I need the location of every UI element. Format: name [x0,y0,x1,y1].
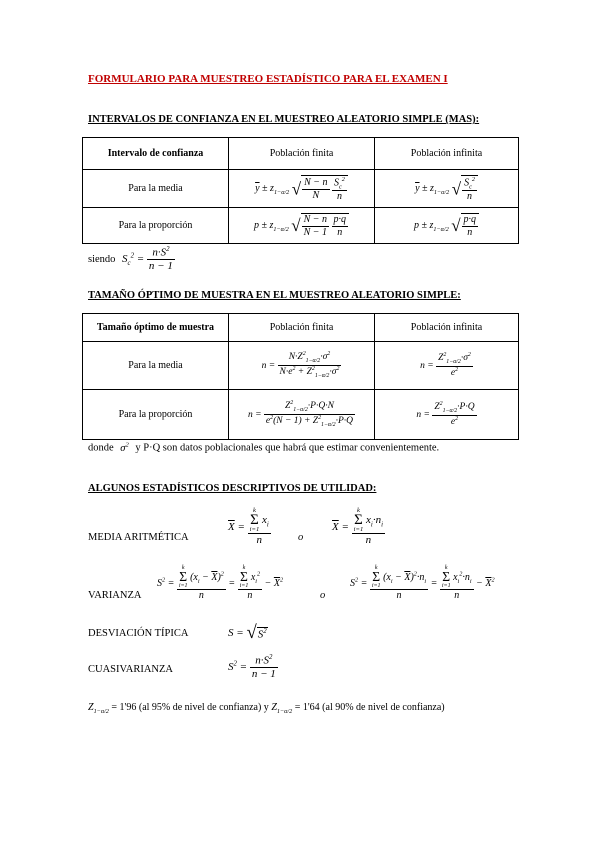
header-interval: Intervalo de confianza [83,138,229,170]
row-label-proportion: Para la proporción [83,208,229,244]
sample-size-note: donde $\sigma^2$ y P·Q son datos poblacionales que habrá que estimar convenientemente. [88,441,440,454]
formula-mean-weighted: $\overline{X}$ = k Σ i=1 $x_i\cdot n_i$ n [332,507,383,547]
label-varianza: VARIANZA [88,590,142,601]
row-label-mean: Para la media [83,342,229,390]
section-heading-sample-size: TAMAÑO ÓPTIMO DE MUESTRA EN EL MUESTREO ALEATORIO SIMPLE: [88,290,461,301]
formula-n-prop-finite: n = $\frac{Z^2_{1-\alpha/2}\cdot P\cdot Q\cdot N}{e^2(N - 1) + Z^2_{1-\alpha/2}\cdot P\cdot Q}$ [229,390,375,440]
formula-ci-mean-infinite: $\overline{y} \pm z_{1-\alpha/2}$ √ $\frac{S_c^2}{n}$ [375,170,519,208]
page-title: FORMULARIO PARA MUESTREO ESTADÍSTICO PARA EL EXAMEN I [88,73,448,85]
label-cuasivarianza: CUASIVARIANZA [88,664,173,675]
footer-z-values: $Z_{1-\alpha/2} = 1'96$ (al 95% de nivel de confianza) y $Z_{1-\alpha/2} = 1'64$ (al 90% de nivel de confianza) [88,702,445,715]
section-heading-confidence-intervals: INTERVALOS DE CONFIANZA EN EL MUESTREO ALEATORIO SIMPLE (MAS): [88,114,480,125]
row-label-mean: Para la media [83,170,229,208]
sample-size-table [82,313,519,440]
formula-ci-prop-infinite: $p \pm z_{1-\alpha/2}$ √ $\frac{p\cdot q}{n}$ [375,208,519,244]
or-word: o [298,532,304,543]
formula-ci-mean-finite: $\overline{y} \pm z_{1-\alpha/2}$ √ $\frac{N - n}{N}$ $\frac{S_c^2}{n}$ [229,170,375,208]
formula-ci-prop-finite: $p \pm z_{1-\alpha/2}$ √ $\frac{N - n}{N - 1}$ $\frac{p\cdot q}{n}$ [229,208,375,244]
header-infinite: Población infinita [375,314,519,342]
label-media: MEDIA ARITMÉTICA [88,532,189,543]
label-desviacion: DESVIACIÓN TÍPICA [88,628,189,639]
confidence-interval-table [82,137,519,244]
formula-quasi-variance: $S^2$ = $\frac{n\cdot S^2}{n - 1}$ [228,654,276,681]
siendo-line: siendo $S_c^2$ = $\frac{n\cdot S^2}{n - 1}$ [88,246,173,273]
section-heading-descriptive-stats: ALGUNOS ESTADÍSTICOS DESCRIPTIVOS DE UTILIDAD: [88,483,377,494]
formula-n-mean-infinite: n = $\frac{Z^2_{1-\alpha/2}\cdot\sigma^2}{e^2}$ [375,342,519,390]
formula-n-prop-infinite: n = $\frac{Z^2_{1-\alpha/2}\cdot P\cdot Q}{e^2}$ [375,390,519,440]
row-label-proportion: Para la proporción [83,390,229,440]
header-finite: Población finita [229,138,375,170]
or-word: o [320,590,326,601]
formula-variance: $S^2$ = k Σ i=1 $(x_i - \overline{X})^2$ n = k Σ i=1 $x_i^2$ n − $\overline{X}^2$ [157,565,284,601]
formula-mean: $\overline{X}$ = k Σ i=1 $x_i$ n [228,507,269,547]
header-finite: Población finita [229,314,375,342]
formula-std-dev: $S = √S^2$ [228,622,267,643]
header-sample-size: Tamaño óptimo de muestra [83,314,229,342]
formula-n-mean-finite: n = $\frac{N\cdot Z^2_{1-\alpha/2}\cdot\sigma^2}{N\cdot e^2 + Z^2_{1-\alpha/2}\cdot\sigma^2}$ [229,342,375,390]
formula-variance-weighted: $S^2$ = k Σ i=1 $(x_i - \overline{X})^2\cdot n_i$ n = k Σ i=1 $x_i^2\cdot n_i$ n − $\overline{X}^2$ [350,565,495,601]
header-infinite: Población infinita [375,138,519,170]
